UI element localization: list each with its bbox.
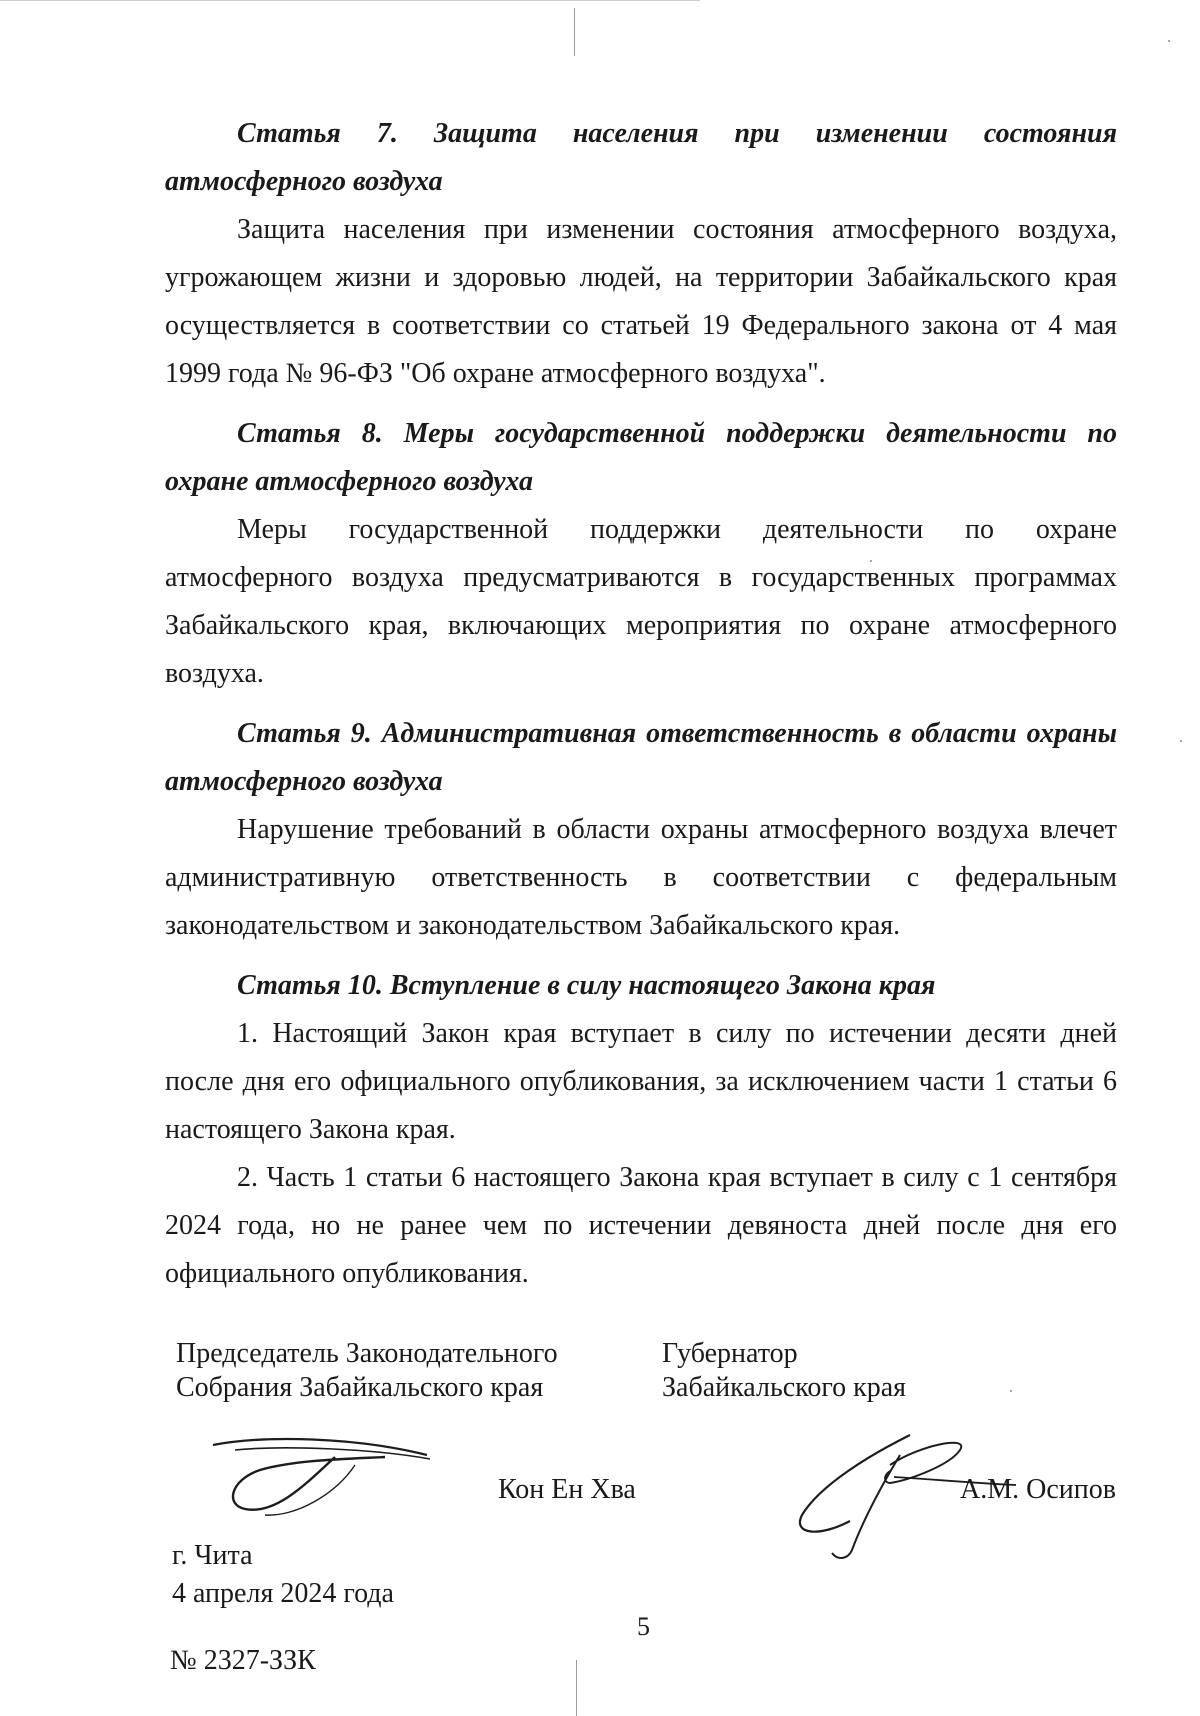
date: 4 апреля 2024 года <box>172 1578 394 1609</box>
place: г. Чита <box>172 1540 253 1571</box>
article-heading: Статья 10. Вступление в силу настоящего Закона края <box>237 970 936 1001</box>
article-paragraph: 2. Часть 1 статьи 6 настоящего Закона края вступает в силу с 1 сентября 2024 года, но не ранее чем по истечении девяноста дней после дня его официального опубликования. <box>165 1162 1117 1289</box>
article-paragraph: 1. Настоящий Закон края вступает в силу по истечении десяти дней после дня его официального опубликования, за исключением части 1 статьи 6 настоящего Закона края. <box>165 1018 1117 1145</box>
chairman-name: Кон Ен Хва <box>498 1474 636 1505</box>
article-7 <box>165 110 1117 398</box>
chairman-title-line2: Собрания Забайкальского края <box>176 1372 544 1403</box>
article-9 <box>165 710 1117 950</box>
article-body <box>165 206 1117 398</box>
scan-artifact-line-edge <box>0 0 700 1</box>
governor-title-line1: Губернатор <box>662 1338 798 1369</box>
articles-container <box>165 110 1117 1310</box>
chairman-signature <box>205 1425 435 1525</box>
scan-speck <box>1180 740 1182 742</box>
scan-speck <box>1010 1390 1012 1392</box>
scan-artifact-line-bottom <box>576 1660 577 1716</box>
article-body <box>165 1010 1117 1298</box>
scan-artifact-line-top <box>574 8 575 56</box>
chairman-title <box>176 1337 558 1405</box>
article-heading: Статья 8. Меры государственной поддержки деятельности по охране атмосферного воздуха <box>165 418 1117 497</box>
governor-title <box>662 1337 906 1405</box>
scan-speck <box>1168 40 1170 42</box>
article-8 <box>165 410 1117 698</box>
article-10 <box>165 962 1117 1298</box>
governor-name: А.М. Осипов <box>960 1474 1116 1505</box>
registration-number: № 2327-ЗЗК <box>170 1645 316 1676</box>
place-and-date <box>172 1537 394 1613</box>
article-body <box>165 806 1117 950</box>
article-heading: Статья 9. Административная ответственность в области охраны атмосферного воздуха <box>165 718 1117 797</box>
article-body <box>165 506 1117 698</box>
page-number: 5 <box>637 1612 650 1641</box>
governor-title-line2: Забайкальского края <box>662 1372 907 1403</box>
article-paragraph: Нарушение требований в области охраны атмосферного воздуха влечет административную ответственность в соответствии с федеральным законодательством и законодательством Забайкальского края. <box>165 814 1117 941</box>
article-paragraph: Защита населения при изменении состояния атмосферного воздуха, угрожающем жизни и здоровью людей, на территории Забайкальского края осуществляется в соответствии со статьей 19 Федерального закона от 4 мая 1999 года № 96-ФЗ "Об охране атмосферного воздуха". <box>165 214 1117 389</box>
chairman-title-line1: Председатель Законодательного <box>176 1338 558 1369</box>
article-heading: Статья 7. Защита населения при изменении состояния атмосферного воздуха <box>165 118 1117 197</box>
article-paragraph: Меры государственной поддержки деятельности по охране атмосферного воздуха предусматриваются в государственных программах Забайкальского края, включающих мероприятия по охране атмосферного воздуха. <box>165 514 1117 689</box>
